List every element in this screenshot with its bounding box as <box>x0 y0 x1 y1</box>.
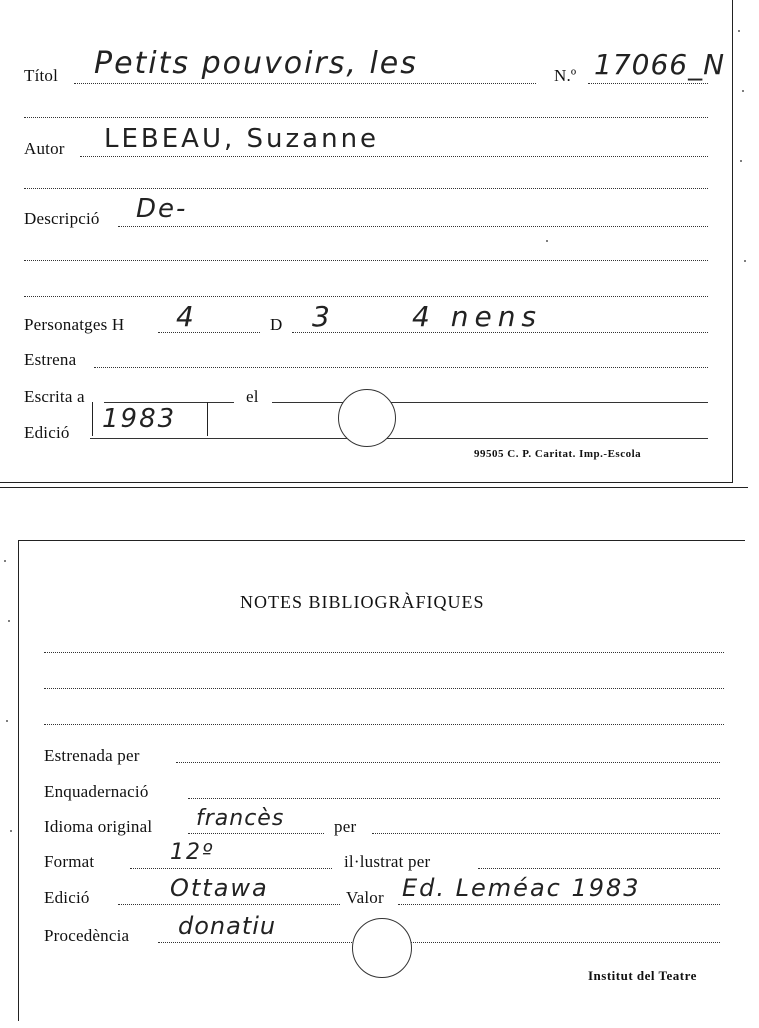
edicio2-line <box>118 904 340 905</box>
format-label: Format <box>44 852 95 871</box>
estrenada-line <box>176 762 720 763</box>
titol-extra-line <box>24 117 708 118</box>
idioma-line <box>188 833 324 834</box>
speck <box>6 720 8 722</box>
format-value: 12º <box>170 840 215 865</box>
estrena-label: Estrena <box>24 350 77 369</box>
autor-value: LEBEAU, Suzanne <box>104 124 380 154</box>
personatges-h-value: 4 <box>176 300 196 333</box>
edicio-label: Edició <box>24 423 70 442</box>
autor-extra-line <box>24 188 708 189</box>
titol-label: Títol <box>24 66 59 85</box>
punch-hole <box>352 918 412 978</box>
speck <box>4 560 6 562</box>
escrita-label: Escrita a <box>24 387 85 406</box>
imprint-text: 99505 C. P. Caritat. Imp.-Escola <box>474 448 642 460</box>
speck <box>8 620 10 622</box>
punch-hole <box>338 389 396 447</box>
el-label: el <box>246 387 259 406</box>
personatges-label: Personatges H <box>24 315 125 334</box>
valor-line <box>398 904 720 905</box>
notes-heading: NOTES BIBLIOGRÀFIQUES <box>240 592 485 612</box>
notes-line-3 <box>44 724 724 725</box>
procedencia-line <box>158 942 720 943</box>
speck <box>546 240 548 242</box>
procedencia-value: donatiu <box>178 912 277 940</box>
speck <box>740 160 742 162</box>
valor-label: Valor <box>346 888 384 907</box>
edicio-value: 1983 <box>102 404 177 434</box>
enquadernacio-label: Enquadernació <box>44 782 149 801</box>
format-line <box>130 868 332 869</box>
speck <box>738 30 740 32</box>
procedencia-label: Procedència <box>44 926 130 945</box>
descripcio-label: Descripció <box>24 209 100 228</box>
descripcio-line-2 <box>24 260 708 261</box>
num-label: N.º <box>554 66 577 85</box>
estrenada-label: Estrenada per <box>44 746 140 765</box>
nens-value: 4 nens <box>412 300 543 333</box>
idioma-value: francès <box>196 806 285 831</box>
titol-line <box>74 83 536 84</box>
institution-text: Institut del Teatre <box>588 968 697 983</box>
enquadernacio-line <box>188 798 720 799</box>
descripcio-line <box>118 226 708 227</box>
illustrat-line <box>478 868 720 869</box>
estrena-line <box>94 367 708 368</box>
valor-value: Ed. Leméac 1983 <box>402 874 641 902</box>
num-value: 17066_N <box>594 48 726 81</box>
d-label: D <box>270 315 283 334</box>
descripcio-value: De- <box>136 194 188 224</box>
speck <box>10 830 12 832</box>
titol-value: Petits pouvoirs, les <box>94 46 418 81</box>
edicio-line <box>90 438 708 439</box>
autor-line <box>80 156 708 157</box>
illustrat-label: il·lustrat per <box>344 852 431 871</box>
speck <box>742 90 744 92</box>
speck <box>744 260 746 262</box>
edicio2-value: Ottawa <box>170 874 269 902</box>
per-line <box>372 833 720 834</box>
edicio2-label: Edició <box>44 888 90 907</box>
notes-line-2 <box>44 688 724 689</box>
el-line <box>272 402 708 403</box>
num-line <box>588 83 708 84</box>
personatges-h-line <box>158 332 260 333</box>
notes-line-1 <box>44 652 724 653</box>
idioma-label: Idioma original <box>44 817 153 836</box>
autor-label: Autor <box>24 139 65 158</box>
per-label: per <box>334 817 357 836</box>
card-divider <box>0 487 748 488</box>
descripcio-line-3 <box>24 296 708 297</box>
personatges-d-value: 3 <box>312 300 332 333</box>
